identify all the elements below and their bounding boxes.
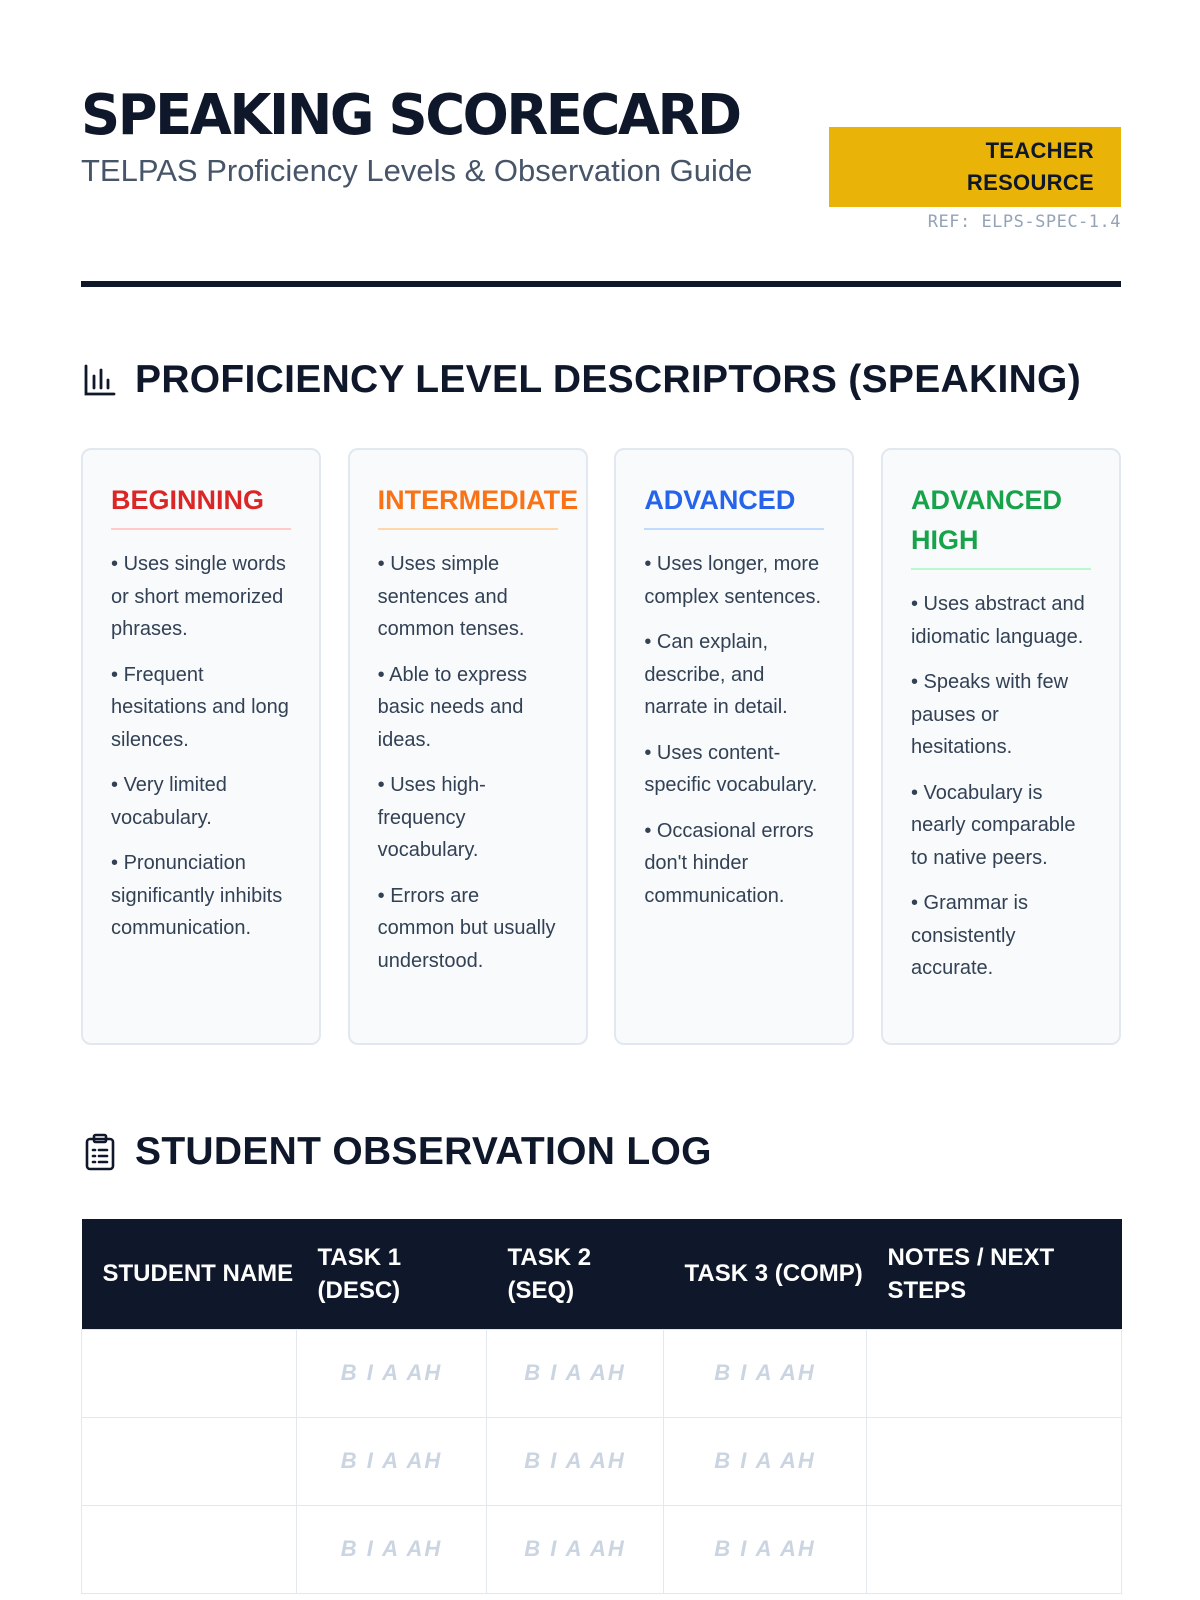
level-name: BEGINNING: [111, 480, 291, 530]
table-row: [82, 1505, 1122, 1593]
log-title: STUDENT OBSERVATION LOG: [135, 1130, 712, 1173]
level-name: ADVANCED: [644, 480, 824, 530]
observation-log-table: [81, 1219, 1122, 1594]
task-3-rating-cell[interactable]: B I A AH: [664, 1505, 867, 1593]
descriptor-item: • Occasional errors don't hinder communication.: [644, 815, 824, 913]
level-name: ADVANCED HIGH: [911, 480, 1091, 570]
level-descriptor-list: [111, 548, 291, 945]
descriptor-item: • Can explain, describe, and narrate in detail.: [644, 626, 824, 724]
teacher-resource-badge: [829, 127, 1121, 207]
descriptor-item: • Uses single words or short memorized phrases.: [111, 548, 291, 646]
bar-chart-icon: [81, 361, 119, 399]
table-header-row: [82, 1219, 1122, 1329]
task-1-rating-cell[interactable]: B I A AH: [297, 1417, 487, 1505]
level-name: INTERMEDIATE: [378, 480, 558, 530]
table-row: [82, 1329, 1122, 1417]
page-subtitle: TELPAS Proficiency Levels & Observation Guide: [81, 153, 753, 188]
descriptor-item: • Uses high-frequency vocabulary.: [378, 769, 558, 867]
descriptor-item: • Uses simple sentences and common tenses.: [378, 548, 558, 646]
level-descriptor-list: [378, 548, 558, 977]
student-name-cell[interactable]: [82, 1417, 297, 1505]
column-header: TASK 2 (SEQ): [487, 1219, 664, 1329]
reference-code: REF: ELPS-SPEC-1.4: [927, 212, 1121, 232]
proficiency-cards: [81, 448, 1121, 1045]
column-header: STUDENT NAME: [82, 1219, 297, 1329]
notes-cell[interactable]: [867, 1417, 1122, 1505]
level-card-advanced: [614, 448, 854, 1045]
descriptor-item: • Errors are common but usually understood.: [378, 880, 558, 978]
task-2-rating-cell[interactable]: B I A AH: [487, 1505, 664, 1593]
task-1-rating-cell[interactable]: B I A AH: [297, 1505, 487, 1593]
page-title: SPEAKING SCORECARD: [81, 83, 740, 148]
descriptor-item: • Grammar is consistently accurate.: [911, 887, 1091, 985]
student-name-cell[interactable]: [82, 1505, 297, 1593]
badge-label: TEACHER RESOURCE: [966, 138, 1094, 195]
descriptors-heading: [81, 355, 1081, 405]
descriptor-item: • Pronunciation significantly inhibits communication.: [111, 847, 291, 945]
header-divider: [81, 281, 1121, 287]
task-3-rating-cell[interactable]: B I A AH: [664, 1329, 867, 1417]
table-row: [82, 1417, 1122, 1505]
task-3-rating-cell[interactable]: B I A AH: [664, 1417, 867, 1505]
level-descriptor-list: [644, 548, 824, 912]
descriptor-item: • Speaks with few pauses or hesitations.: [911, 666, 1091, 764]
clipboard-icon: [81, 1133, 119, 1171]
descriptor-item: • Frequent hesitations and long silences.: [111, 659, 291, 757]
level-card-intermediate: [348, 448, 588, 1045]
column-header: TASK 3 (COMP): [664, 1219, 867, 1329]
task-2-rating-cell[interactable]: B I A AH: [487, 1329, 664, 1417]
log-heading: [81, 1127, 712, 1177]
descriptor-item: • Uses longer, more complex sentences.: [644, 548, 824, 613]
task-2-rating-cell[interactable]: B I A AH: [487, 1417, 664, 1505]
descriptors-title: PROFICIENCY LEVEL DESCRIPTORS (SPEAKING): [135, 358, 1081, 401]
descriptor-item: • Uses abstract and idiomatic language.: [911, 588, 1091, 653]
page-header: [81, 84, 1121, 284]
descriptor-item: • Vocabulary is nearly comparable to native peers.: [911, 777, 1091, 875]
descriptor-item: • Very limited vocabulary.: [111, 769, 291, 834]
level-card-beginning: [81, 448, 321, 1045]
level-card-advanced-high: [881, 448, 1121, 1045]
notes-cell[interactable]: [867, 1505, 1122, 1593]
column-header: TASK 1 (DESC): [297, 1219, 487, 1329]
descriptor-item: • Able to express basic needs and ideas.: [378, 659, 558, 757]
descriptor-item: • Uses content-specific vocabulary.: [644, 737, 824, 802]
level-descriptor-list: [911, 588, 1091, 985]
task-1-rating-cell[interactable]: B I A AH: [297, 1329, 487, 1417]
column-header: NOTES / NEXT STEPS: [867, 1219, 1122, 1329]
student-name-cell[interactable]: [82, 1329, 297, 1417]
notes-cell[interactable]: [867, 1329, 1122, 1417]
